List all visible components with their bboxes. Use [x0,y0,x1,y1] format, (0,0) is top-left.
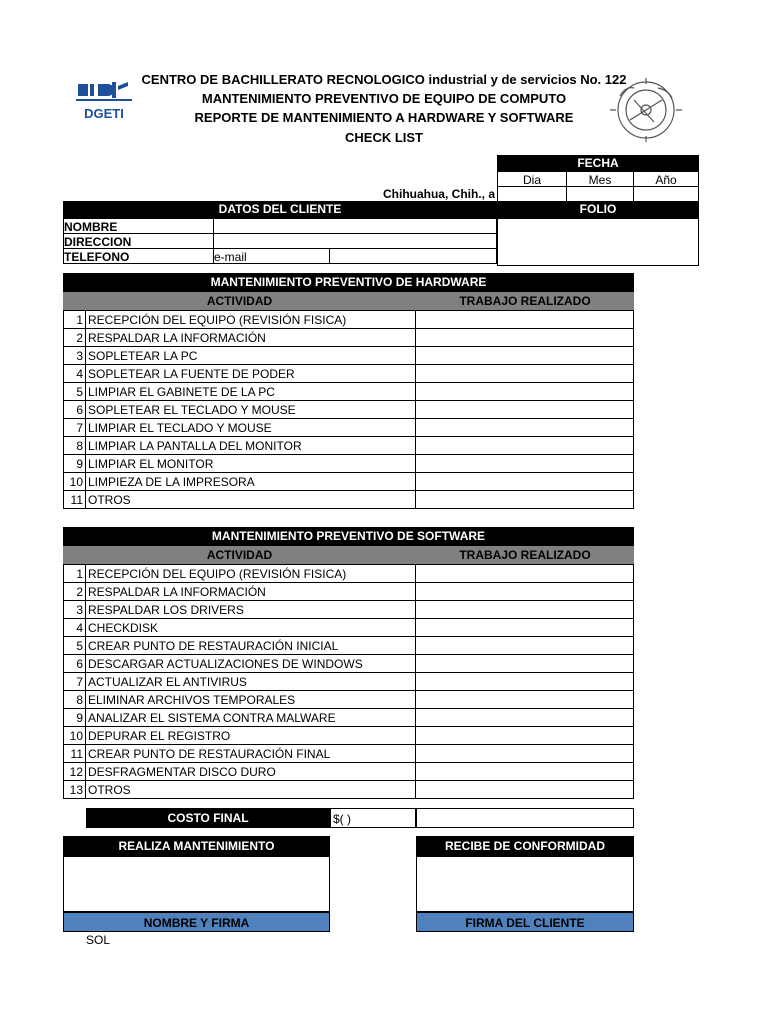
activity-label: ANALIZAR EL SISTEMA CONTRA MALWARE [86,709,416,727]
trabajo-realizado-field[interactable] [416,673,634,691]
activity-label: CREAR PUNTO DE RESTAURACIÓN FINAL [86,745,416,763]
costo-final-label: COSTO FINAL [86,808,330,828]
hardware-row [64,365,634,383]
row-number: 4 [64,619,86,637]
software-header: MANTENIMIENTO PREVENTIVO DE SOFTWARE [63,527,634,546]
hardware-header: MANTENIMIENTO PREVENTIVO DE HARDWARE [63,273,634,292]
hardware-row [64,329,634,347]
logo-text: DGETI [84,106,124,121]
hardware-row [64,419,634,437]
row-number: 7 [64,419,86,437]
fecha-anio-label: Año [633,171,699,187]
row-number: 6 [64,655,86,673]
row-number: 1 [64,565,86,583]
realiza-signature-field[interactable] [63,856,330,912]
row-number: 11 [64,491,86,509]
trabajo-realizado-field[interactable] [416,583,634,601]
trabajo-realizado-field[interactable] [416,347,634,365]
activity-label: OTROS [86,491,416,509]
fecha-mes-field[interactable] [566,186,634,202]
doc-subtitle: REPORTE DE MANTENIMIENTO A HARDWARE Y SOFTWARE [194,110,574,125]
trabajo-realizado-field[interactable] [416,455,634,473]
activity-label: LIMPIEZA DE LA IMPRESORA [86,473,416,491]
recibe-header: RECIBE DE CONFORMIDAD [416,836,634,856]
row-number: 11 [64,745,86,763]
direccion-field[interactable] [213,233,497,249]
trabajo-realizado-field[interactable] [416,781,634,799]
trabajo-realizado-field[interactable] [416,637,634,655]
activity-label: RECEPCIÓN DEL EQUIPO (REVISIÓN FISICA) [86,311,416,329]
hardware-row [64,473,634,491]
fecha-header: FECHA [497,155,699,171]
cliente-header: DATOS DEL CLIENTE [63,201,497,218]
folio-header: FOLIO [497,201,699,218]
fecha-mes-label: Mes [566,171,634,187]
activity-label: LIMPIAR EL TECLADO Y MOUSE [86,419,416,437]
trabajo-realizado-field[interactable] [416,329,634,347]
trabajo-realizado-field[interactable] [416,619,634,637]
software-col-trabajo: TRABAJO REALIZADO [416,546,634,564]
software-row [64,583,634,601]
trabajo-realizado-field[interactable] [416,473,634,491]
trabajo-realizado-field[interactable] [416,491,634,509]
email-field[interactable] [329,248,497,264]
fecha-place: Chihuahua, Chih., a [382,187,495,201]
hardware-row [64,383,634,401]
trabajo-realizado-field[interactable] [416,437,634,455]
software-row [64,601,634,619]
row-number: 5 [64,637,86,655]
row-number: 3 [64,601,86,619]
software-row [64,619,634,637]
activity-label: DEPURAR EL REGISTRO [86,727,416,745]
activity-label: CHECKDISK [86,619,416,637]
fecha-anio-field[interactable] [633,186,699,202]
row-number: 9 [64,709,86,727]
hardware-row [64,455,634,473]
activity-label: RESPALDAR LA INFORMACIÓN [86,329,416,347]
trabajo-realizado-field[interactable] [416,601,634,619]
row-number: 8 [64,437,86,455]
trabajo-realizado-field[interactable] [416,691,634,709]
software-row [64,655,634,673]
row-number: 2 [64,583,86,601]
activity-label: DESFRAGMENTAR DISCO DURO [86,763,416,781]
row-number: 6 [64,401,86,419]
trabajo-realizado-field[interactable] [416,763,634,781]
activity-label: ACTUALIZAR EL ANTIVIRUS [86,673,416,691]
hardware-col-actividad: ACTIVIDAD [63,292,416,310]
software-row [64,673,634,691]
trabajo-realizado-field[interactable] [416,727,634,745]
trabajo-realizado-field[interactable] [416,565,634,583]
activity-label: RECEPCIÓN DEL EQUIPO (REVISIÓN FISICA) [86,565,416,583]
activity-label: RESPALDAR LA INFORMACIÓN [86,583,416,601]
fecha-dia-field[interactable] [497,186,567,202]
row-number: 10 [64,727,86,745]
activity-label: OTROS [86,781,416,799]
software-row [64,727,634,745]
row-number: 4 [64,365,86,383]
row-number: 3 [64,347,86,365]
nombre-label: NOMBRE [63,218,214,234]
trabajo-realizado-field[interactable] [416,401,634,419]
costo-final-field[interactable]: $( ) [330,808,416,828]
recibe-signature-field[interactable] [416,856,634,912]
fecha-dia-label: Dia [497,171,567,187]
hardware-row [64,311,634,329]
row-number: 10 [64,473,86,491]
row-number: 12 [64,763,86,781]
software-row [64,763,634,781]
hardware-row [64,347,634,365]
row-number: 5 [64,383,86,401]
trabajo-realizado-field[interactable] [416,655,634,673]
software-row [64,709,634,727]
activity-label: SOPLETEAR LA PC [86,347,416,365]
hardware-col-trabajo: TRABAJO REALIZADO [416,292,634,310]
telefono-label: TELEFONO [63,248,214,264]
hardware-row [64,491,634,509]
activity-label: SOPLETEAR EL TECLADO Y MOUSE [86,401,416,419]
row-number: 8 [64,691,86,709]
hardware-row [64,437,634,455]
firma-cliente-label: FIRMA DEL CLIENTE [416,912,634,932]
nombre-field[interactable] [213,218,497,234]
footer-note: SOL [86,933,111,947]
trabajo-realizado-field[interactable] [416,709,634,727]
direccion-label: DIRECCION [63,233,214,249]
hardware-row [64,401,634,419]
software-row [64,691,634,709]
trabajo-realizado-field[interactable] [416,419,634,437]
doc-checklist-label: CHECK LIST [345,130,423,145]
software-row [64,781,634,799]
school-name: CENTRO DE BACHILLERATO RECNOLOGICO industrial y de servicios No. 122 [141,72,627,87]
software-table [63,564,634,799]
email-label: e-mail [213,248,330,264]
activity-label: ELIMINAR ARCHIVOS TEMPORALES [86,691,416,709]
trabajo-realizado-field[interactable] [416,745,634,763]
software-col-actividad: ACTIVIDAD [63,546,416,564]
activity-label: LIMPIAR EL MONITOR [86,455,416,473]
activity-label: RESPALDAR LOS DRIVERS [86,601,416,619]
trabajo-realizado-field[interactable] [416,365,634,383]
row-number: 7 [64,673,86,691]
nombre-firma-label: NOMBRE Y FIRMA [63,912,330,932]
activity-label: LIMPIAR LA PANTALLA DEL MONITOR [86,437,416,455]
trabajo-realizado-field[interactable] [416,311,634,329]
row-number: 9 [64,455,86,473]
software-row [64,565,634,583]
costo-final-extra [416,808,634,828]
row-number: 13 [64,781,86,799]
activity-label: DESCARGAR ACTUALIZACIONES DE WINDOWS [86,655,416,673]
row-number: 2 [64,329,86,347]
folio-field[interactable] [497,218,699,266]
activity-label: SOPLETEAR LA FUENTE DE PODER [86,365,416,383]
trabajo-realizado-field[interactable] [416,383,634,401]
hardware-table [63,310,634,509]
doc-title: MANTENIMIENTO PREVENTIVO DE EQUIPO DE COMPUTO [201,91,567,106]
realiza-header: REALIZA MANTENIMIENTO [63,836,330,856]
software-row [64,745,634,763]
activity-label: CREAR PUNTO DE RESTAURACIÓN INICIAL [86,637,416,655]
row-number: 1 [64,311,86,329]
activity-label: LIMPIAR EL GABINETE DE LA PC [86,383,416,401]
software-row [64,637,634,655]
